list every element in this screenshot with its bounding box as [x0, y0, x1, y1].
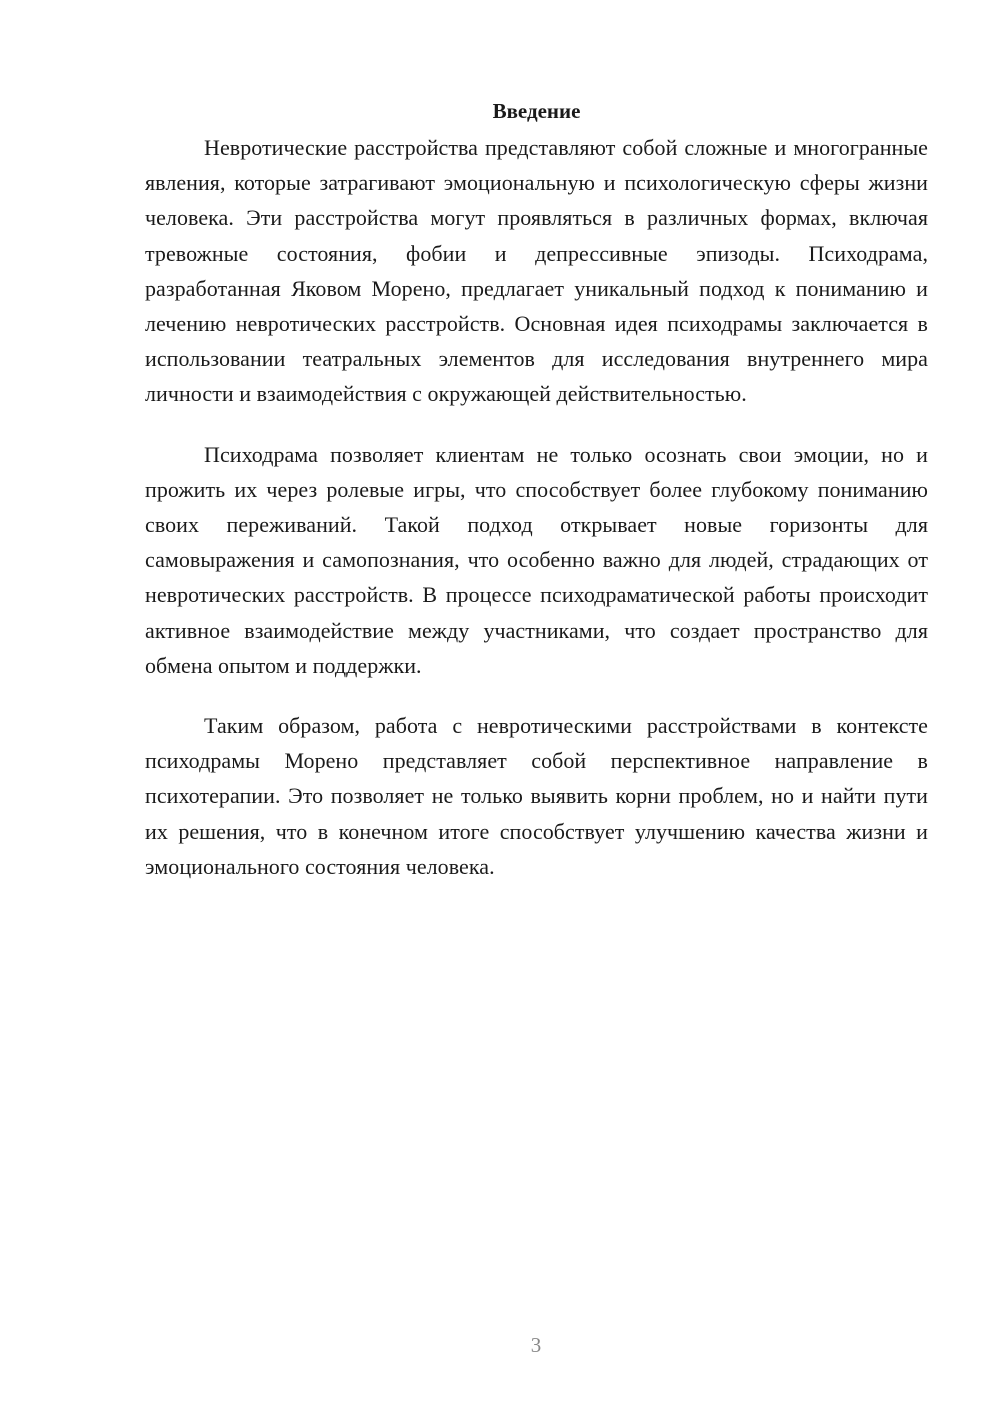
page-content — [145, 96, 928, 909]
paragraph-1: Невротические расстройства представляют собой сложные и многогранные явления, которые затрагивают эмоциональную и психологическую сферы жизни человека. Эти расстройства могут проявляться в различных формах, включая тревожные состояния, фобии и депрессивные эпизоды. Психодрама, разработанная Яковом Морено, предлагает уникальный подход к пониманию и лечению невротических расстройств. Основная идея психодрамы заключается в использовании театральных элементов для исследования внутреннего мира личности и взаимодействия с окружающей действительностью. — [145, 135, 928, 407]
page-number: 3 — [530, 1333, 542, 1357]
paragraph-3: Таким образом, работа с невротическими расстройствами в контексте психодрамы Морено представляет собой перспективное направление в психотерапии. Это позволяет не только выявить корни проблем, но и найти пути их решения, что в конечном итоге способствует улучшению качества жизни и эмоционального состояния человека. — [145, 713, 928, 879]
paragraph-2: Психодрама позволяет клиентам не только осознать свои эмоции, но и прожить их через ролевые игры, что способствует более глубокому пониманию своих переживаний. Такой подход открывает новые горизонты для самовыражения и самопознания, что особенно важно для людей, страдающих от невротических расстройств. В процессе психодраматической работы происходит активное взаимодействие между участниками, что создает пространство для обмена опытом и поддержки. — [145, 441, 928, 678]
section-title: Введение — [492, 99, 581, 123]
